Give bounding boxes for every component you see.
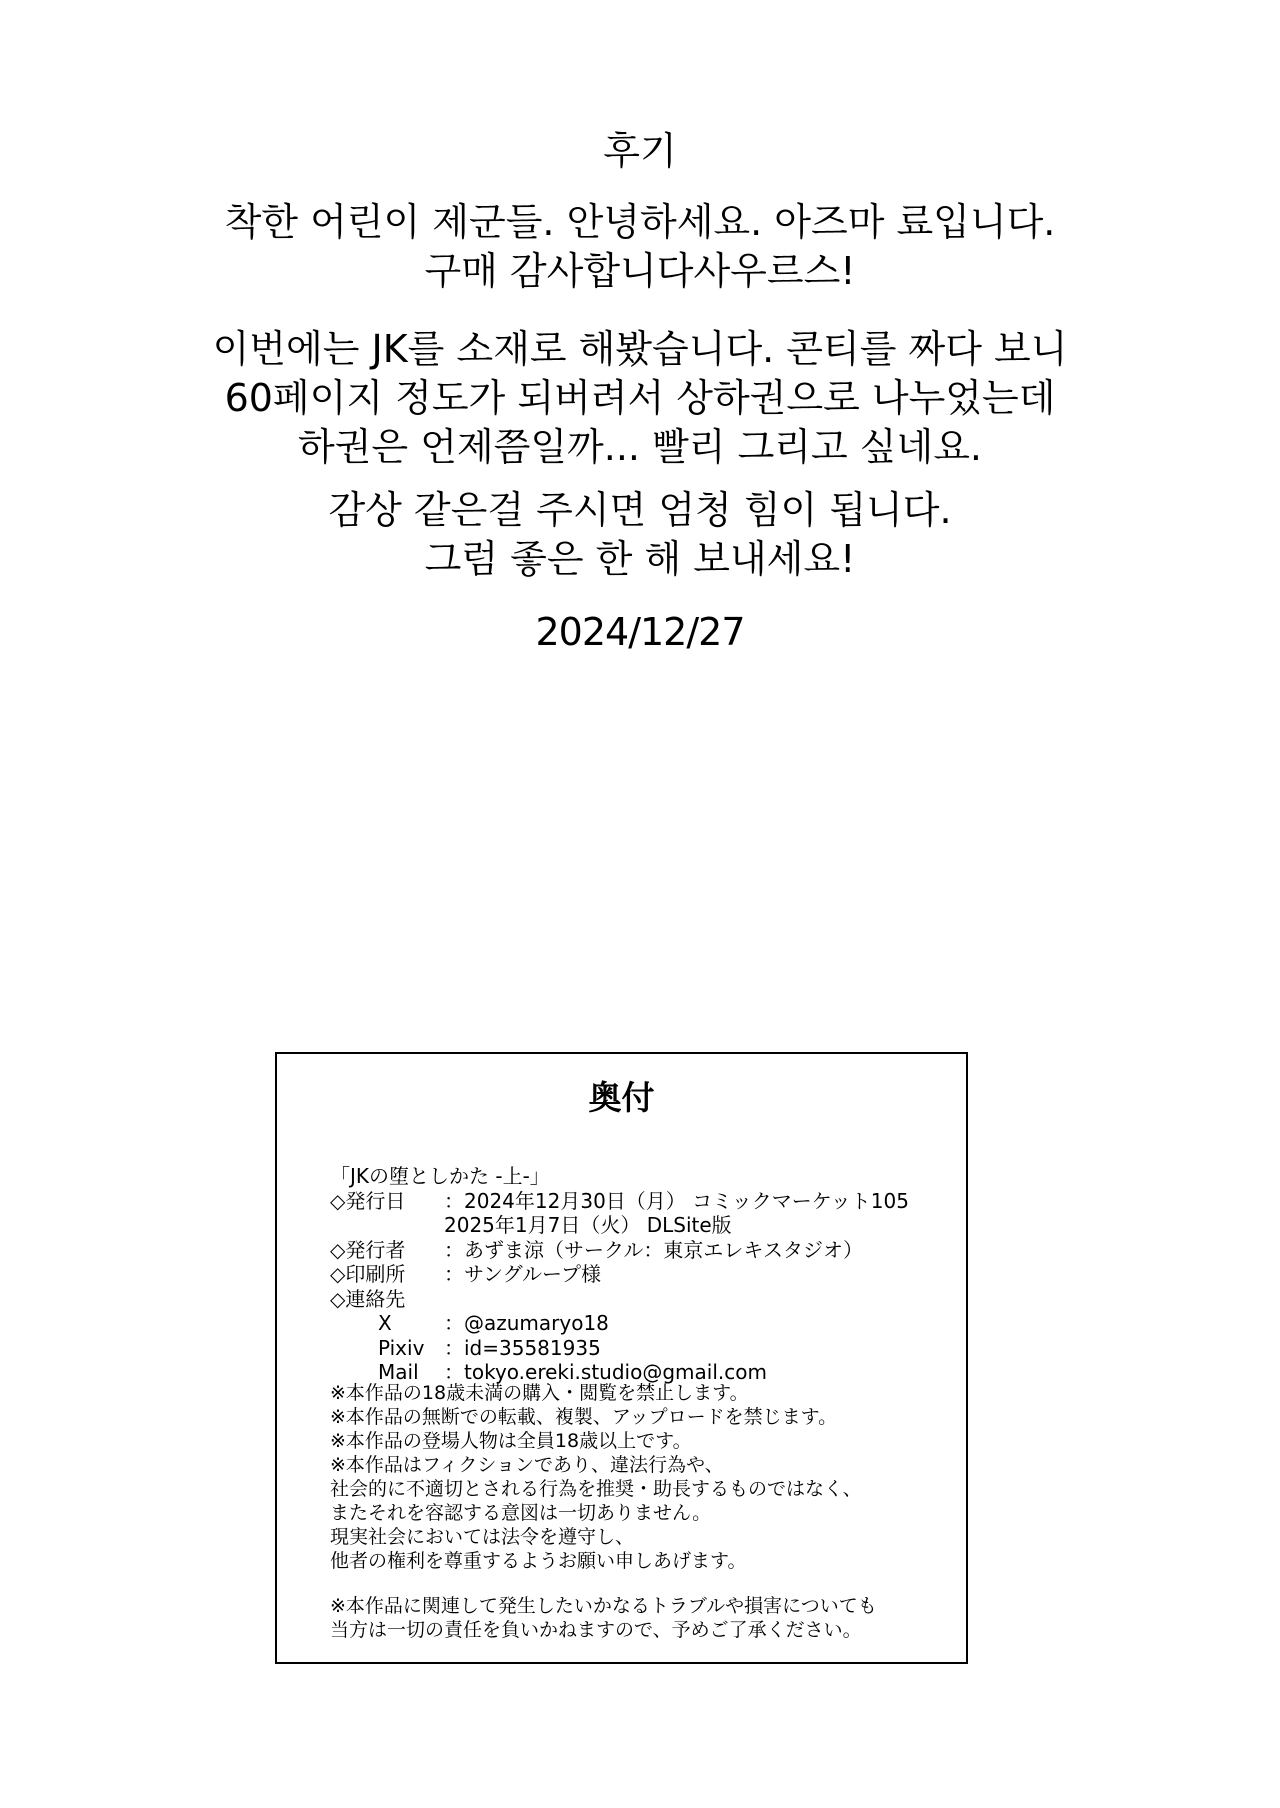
work-title: 「JKの堕としかた -上-」 [330,1164,550,1188]
afterword-line: 감상 같은걸 주시면 엄청 힘이 됩니다. [328,488,952,532]
release-value-2: 2025年1月7日（火） DLSite版 [444,1213,732,1237]
printer-label: ◇印刷所 [330,1262,406,1286]
contact-label: ◇連絡先 [330,1286,406,1311]
release-row-2 [330,1213,909,1238]
note-line: 他者の権利を尊重するようお願い申しあげます。 [330,1550,747,1572]
note-line: 現実社会においては法令を遵守し、 [330,1526,635,1548]
contact-header-row [330,1287,909,1312]
note-line: ※本作品はフィクションであり、違法行為や、 [330,1454,724,1476]
contact-mail-value: ：tokyo.ereki.studio@gmail.com [444,1360,767,1384]
contact-mail-label: Mail [378,1360,419,1384]
colophon-box [275,1052,968,1664]
colophon-disclaimer [330,1594,877,1642]
disclaimer-line: 当方は一切の責任を負いかねますので、予めご了承ください。 [330,1619,862,1641]
note-line: ※本作品の18歳未満の購入・閲覧を禁止します。 [330,1382,749,1404]
colophon-notes [330,1381,862,1573]
printer-value: ：サングループ様 [444,1262,601,1286]
release-value-1: ：2024年12月30日（月） コミックマーケット105 [444,1188,909,1213]
afterword-line: 구매 감사합니다사우르스! [424,249,856,293]
contact-pixiv-value: ：id=35581935 [444,1335,601,1360]
afterword-line: 이번에는 JK를 소재로 해봤습니다. 콘티를 짜다 보니 [212,327,1068,371]
contact-row-x [330,1311,909,1336]
afterword-line: 60페이지 정도가 되버려서 상하권으로 나누었는데 [224,376,1056,420]
contact-x-label: X [378,1311,392,1335]
contact-pixiv-label: Pixiv [378,1335,425,1360]
release-row [330,1189,909,1214]
publisher-row [330,1238,909,1263]
contact-x-value: ：@azumaryo18 [444,1311,609,1335]
afterword-paragraph-2 [0,325,1280,472]
afterword-line: 하권은 언제쯤일까... 빨리 그리고 싶네요. [298,425,982,469]
contact-row-pixiv [330,1336,909,1361]
note-line: またそれを容認する意図は一切ありません。 [330,1502,712,1524]
release-label: ◇発行日 [330,1188,406,1213]
note-line: ※本作品の無断での転載、複製、アップロードを禁じます。 [330,1406,838,1428]
publisher-value: ：あずま涼（サークル：東京エレキスタジオ） [444,1237,863,1262]
afterword-title: 후기 [603,129,677,173]
note-line: ※本作品の登場人物は全員18歳以上です。 [330,1430,692,1452]
note-line: 社会的に不適切とされる行為を推奨・助長するものではなく、 [330,1478,862,1500]
afterword-paragraph-1 [0,198,1280,296]
afterword-date: 2024/12/27 [535,610,745,654]
publisher-label: ◇発行者 [330,1237,406,1262]
afterword-line: 그럼 좋은 한 해 보내세요! [424,537,856,581]
colophon-details [330,1164,909,1385]
printer-row [330,1262,909,1287]
disclaimer-line: ※本作品に関連して発生したいかなるトラブルや損害についても [330,1595,877,1617]
colophon-title: 奥付 [588,1078,655,1117]
afterword-line: 착한 어린이 제군들. 안녕하세요. 아즈마 료입니다. [224,200,1056,244]
afterword-paragraph-3 [0,486,1280,584]
